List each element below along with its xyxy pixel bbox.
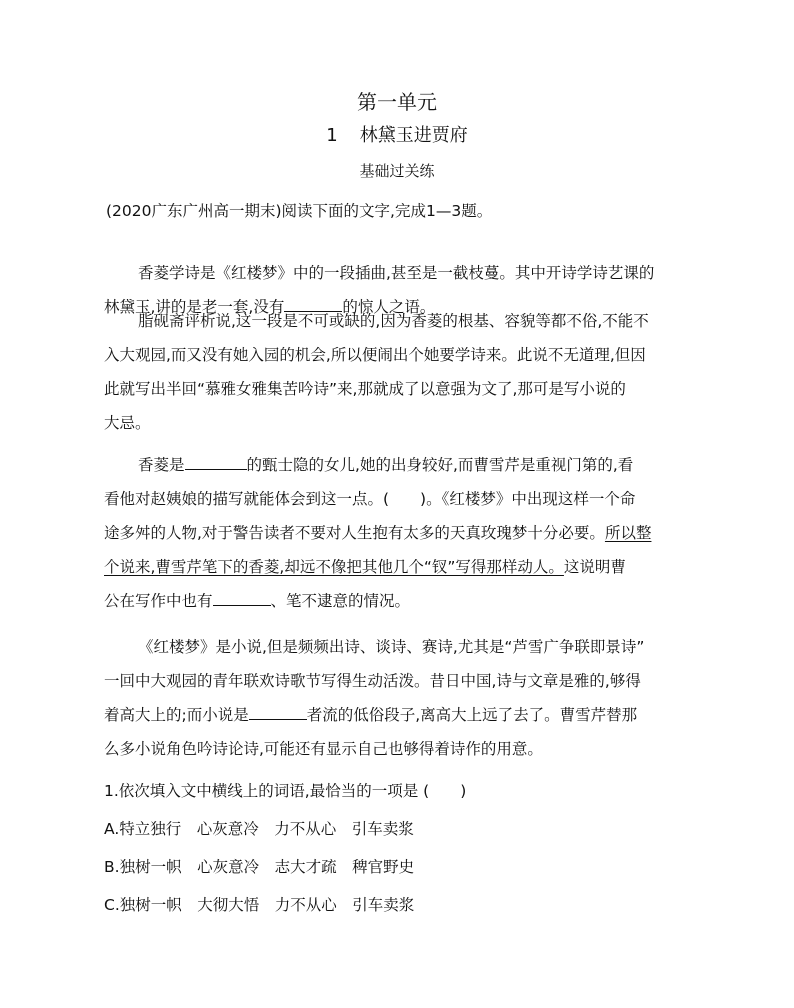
text-segment: 的惊人之语。 [342, 298, 436, 316]
option-text: 独树一帜 心灰意冷 志大才疏 稗官野史 [119, 858, 415, 876]
lesson-number: 1 [326, 125, 338, 146]
text-segment: 的甄士隐的女儿,她的出身较好,而曹雪芹是重视门第的,看 [246, 456, 634, 474]
text-segment: 公在写作中也有 [104, 592, 213, 610]
option-text: 特立独行 心灰意冷 力不从心 引车卖浆 [119, 820, 414, 838]
paragraph-1-line-1: 香菱学诗是《红楼梦》中的一段插曲,甚至是一截枝蔓。其中开诗学诗艺课的 [138, 264, 655, 282]
text-segment: 者流的低俗段子,离高大上远了去了。曹雪芹替那 [306, 706, 638, 724]
option-text: 独树一帜 大彻大悟 力不从心 引车卖浆 [119, 896, 415, 914]
option-c [104, 894, 414, 916]
underlined-sentence-part-1: 所以整 [604, 524, 652, 542]
paragraph-3-line-3 [104, 522, 651, 544]
paragraph-2-line-2: 入大观园,而又没有她入园的机会,所以便闹出个她要学诗来。此说不无道理,但因 [104, 346, 646, 364]
unit-title: 第一单元 [357, 90, 437, 114]
text-segment: 途多舛的人物,对于警告读者不要对人生抱有太多的天真玫瑰梦十分必要。 [104, 524, 605, 542]
option-a [104, 818, 414, 840]
paragraph-4-line-4: 么多小说角色吟诗论诗,可能还有显示自己也够得着诗作的用意。 [104, 740, 543, 758]
option-label: B. [104, 858, 120, 876]
option-label: C. [104, 896, 120, 914]
option-b [104, 856, 414, 878]
fill-blank-4 [249, 705, 307, 720]
paragraph-4-line-2: 一回中大观园的青年联欢诗歌节写得生动活泼。昔日中国,诗与文章是雅的,够得 [104, 672, 641, 690]
text-segment: 这说明曹 [563, 558, 626, 576]
question-stem: 1.依次填入文中横线上的词语,最恰当的一项是 ( ) [104, 782, 467, 800]
lesson-heading [0, 124, 794, 148]
text-segment: 香菱是 [138, 456, 185, 474]
text-segment: 着高大上的;而小说是 [104, 706, 249, 724]
text-segment: 林黛玉,讲的是老一套,没有 [104, 298, 285, 316]
paragraph-3-line-5 [104, 590, 410, 612]
option-label: A. [104, 820, 120, 838]
paragraph-3-line-1 [138, 454, 633, 476]
source-line: (2020广东广州高一期末)阅读下面的文字,完成1—3题。 [106, 202, 493, 220]
text-segment: 、笔不逮意的情况。 [270, 592, 411, 610]
paragraph-4-line-3 [104, 704, 637, 726]
fill-blank-2 [185, 455, 247, 470]
paragraph-4-line-1: 《红楼梦》是小说,但是频频出诗、谈诗、赛诗,尤其是“芦雪广争联即景诗” [138, 638, 645, 656]
paragraph-2-line-1: 脂砚斋评析说,这一段是不可或缺的,因为香菱的根基、容貌等都不俗,不能不 [138, 312, 649, 330]
paragraph-2-line-4: 大忌。 [104, 414, 151, 432]
fill-blank-3 [213, 591, 271, 606]
lesson-title: 林黛玉进贾府 [359, 125, 468, 146]
underlined-sentence-part-2: 个说来,曹雪芹笔下的香菱,却远不像把其他几个“钗”写得那样动人。 [104, 558, 564, 576]
paragraph-3-line-4 [104, 556, 626, 578]
section-title: 基础过关练 [359, 162, 435, 180]
paragraph-3-line-2: 看他对赵姨娘的描写就能体会到这一点。( )。《红楼梦》中出现这样一个命 [104, 490, 636, 508]
paragraph-2-line-3: 此就写出半回“慕雅女雅集苦吟诗”来,那就成了以意强为文了,那可是写小说的 [104, 380, 626, 398]
